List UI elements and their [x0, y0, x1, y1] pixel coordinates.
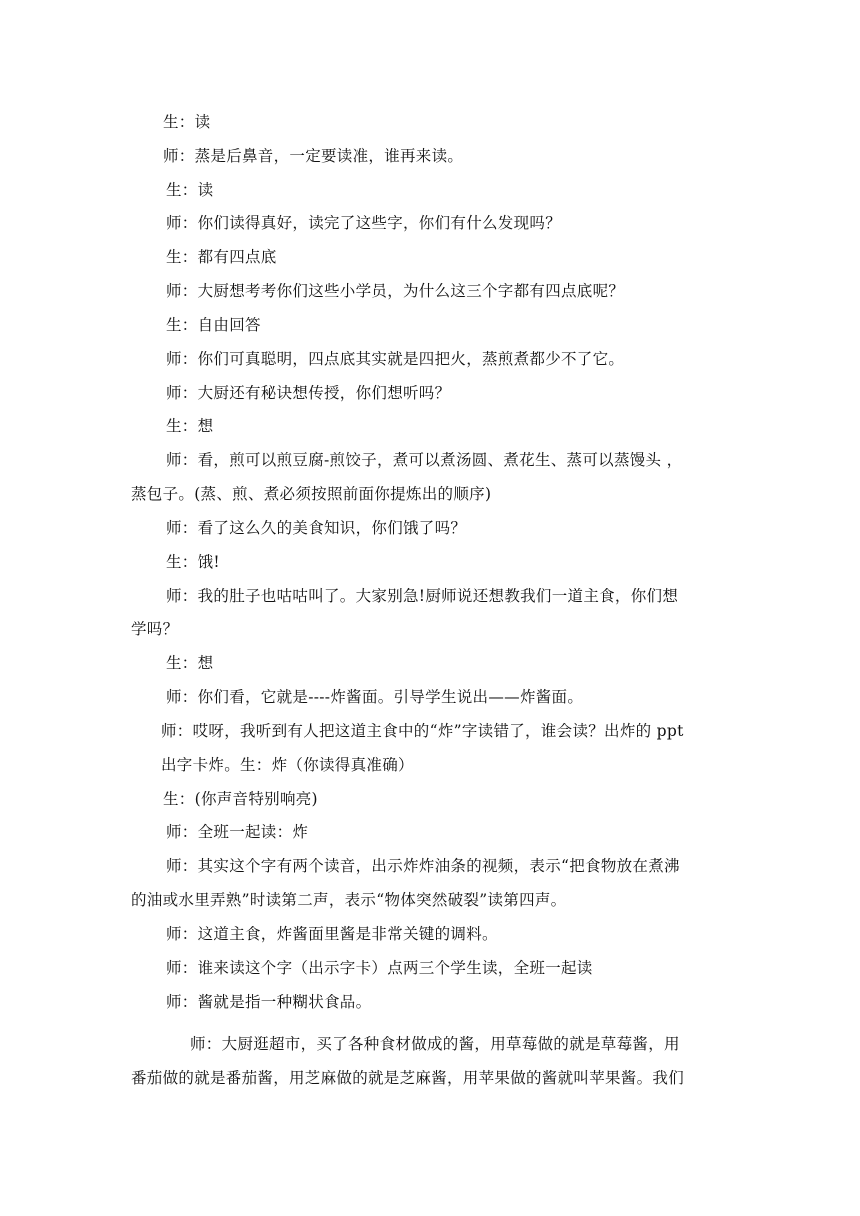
text-line: 师：大厨想考考你们这些小学员，为什么这三个字都有四点底呢？	[166, 282, 625, 300]
text-line: 师：看了这么久的美食知识，你们饿了吗？	[166, 519, 467, 537]
text-line: 番茄做的就是番茄酱，用芝麻做的就是芝麻酱，用苹果做的酱就叫苹果酱。我们	[131, 1069, 685, 1087]
text-line: 的油或水里弄熟”时读第二声，表示“物体突然破裂”读第四声。	[131, 891, 567, 909]
text-line: 生：饿!	[166, 553, 220, 571]
text-line: 师：酱就是指一种糊状食品。	[166, 993, 372, 1011]
text-line: 师：谁来读这个字（出示字卡）点两三个学生读，全班一起读	[166, 959, 593, 977]
text-line: 师：全班一起读：炸	[166, 823, 309, 841]
text-line: 师：大厨逛超市，买了各种食材做成的酱，用草莓做的就是草莓酱，用	[190, 1035, 680, 1053]
text-line: 生：读	[166, 181, 214, 199]
text-line: 师：你们看，它就是----炸酱面。引导学生说出——炸酱面。	[166, 688, 584, 706]
text-line: 师：你们可真聪明，四点底其实就是四把火，蒸煎煮都少不了它。	[166, 350, 625, 368]
text-line: 生：都有四点底	[166, 248, 277, 266]
text-line: 师：蒸是后鼻音，一定要读准，谁再来读。	[163, 147, 464, 165]
text-line: 出字卡炸。生：炸（你读得真准确）	[161, 756, 414, 774]
text-line: 师：这道主食，炸酱面里酱是非常关键的调料。	[166, 925, 498, 943]
text-line: 师：看，煎可以煎豆腐-煎饺子，煮可以煮汤圆、煮花生、蒸可以蒸馒头 ，	[166, 451, 683, 469]
text-line: 生：想	[166, 654, 214, 672]
text-line: 师：其实这个字有两个读音，出示炸炸油条的视频，表示“把食物放在煮沸	[166, 857, 680, 875]
text-line: 生：(你声音特别响亮)	[163, 790, 318, 808]
text-line: 师：你们读得真好，读完了这些字，你们有什么发现吗？	[166, 214, 562, 232]
text-line: 学吗？	[131, 620, 179, 638]
text-line: 蒸包子。(蒸、煎、煮必须按照前面你提炼出的顺序)	[131, 485, 492, 503]
text-line: 生：想	[166, 417, 214, 435]
text-line: 师：哎呀，我听到有人把这道主食中的“炸”字读错了，谁会读？出炸的 ppt	[161, 722, 684, 740]
text-line: 生：读	[163, 113, 211, 131]
text-line: 师：我的肚子也咕咕叫了。大家别急!厨师说还想教我们一道主食，你们想	[166, 587, 679, 605]
text-line: 生：自由回答	[166, 316, 261, 334]
text-line: 师：大厨还有秘诀想传授，你们想听吗？	[166, 384, 451, 402]
